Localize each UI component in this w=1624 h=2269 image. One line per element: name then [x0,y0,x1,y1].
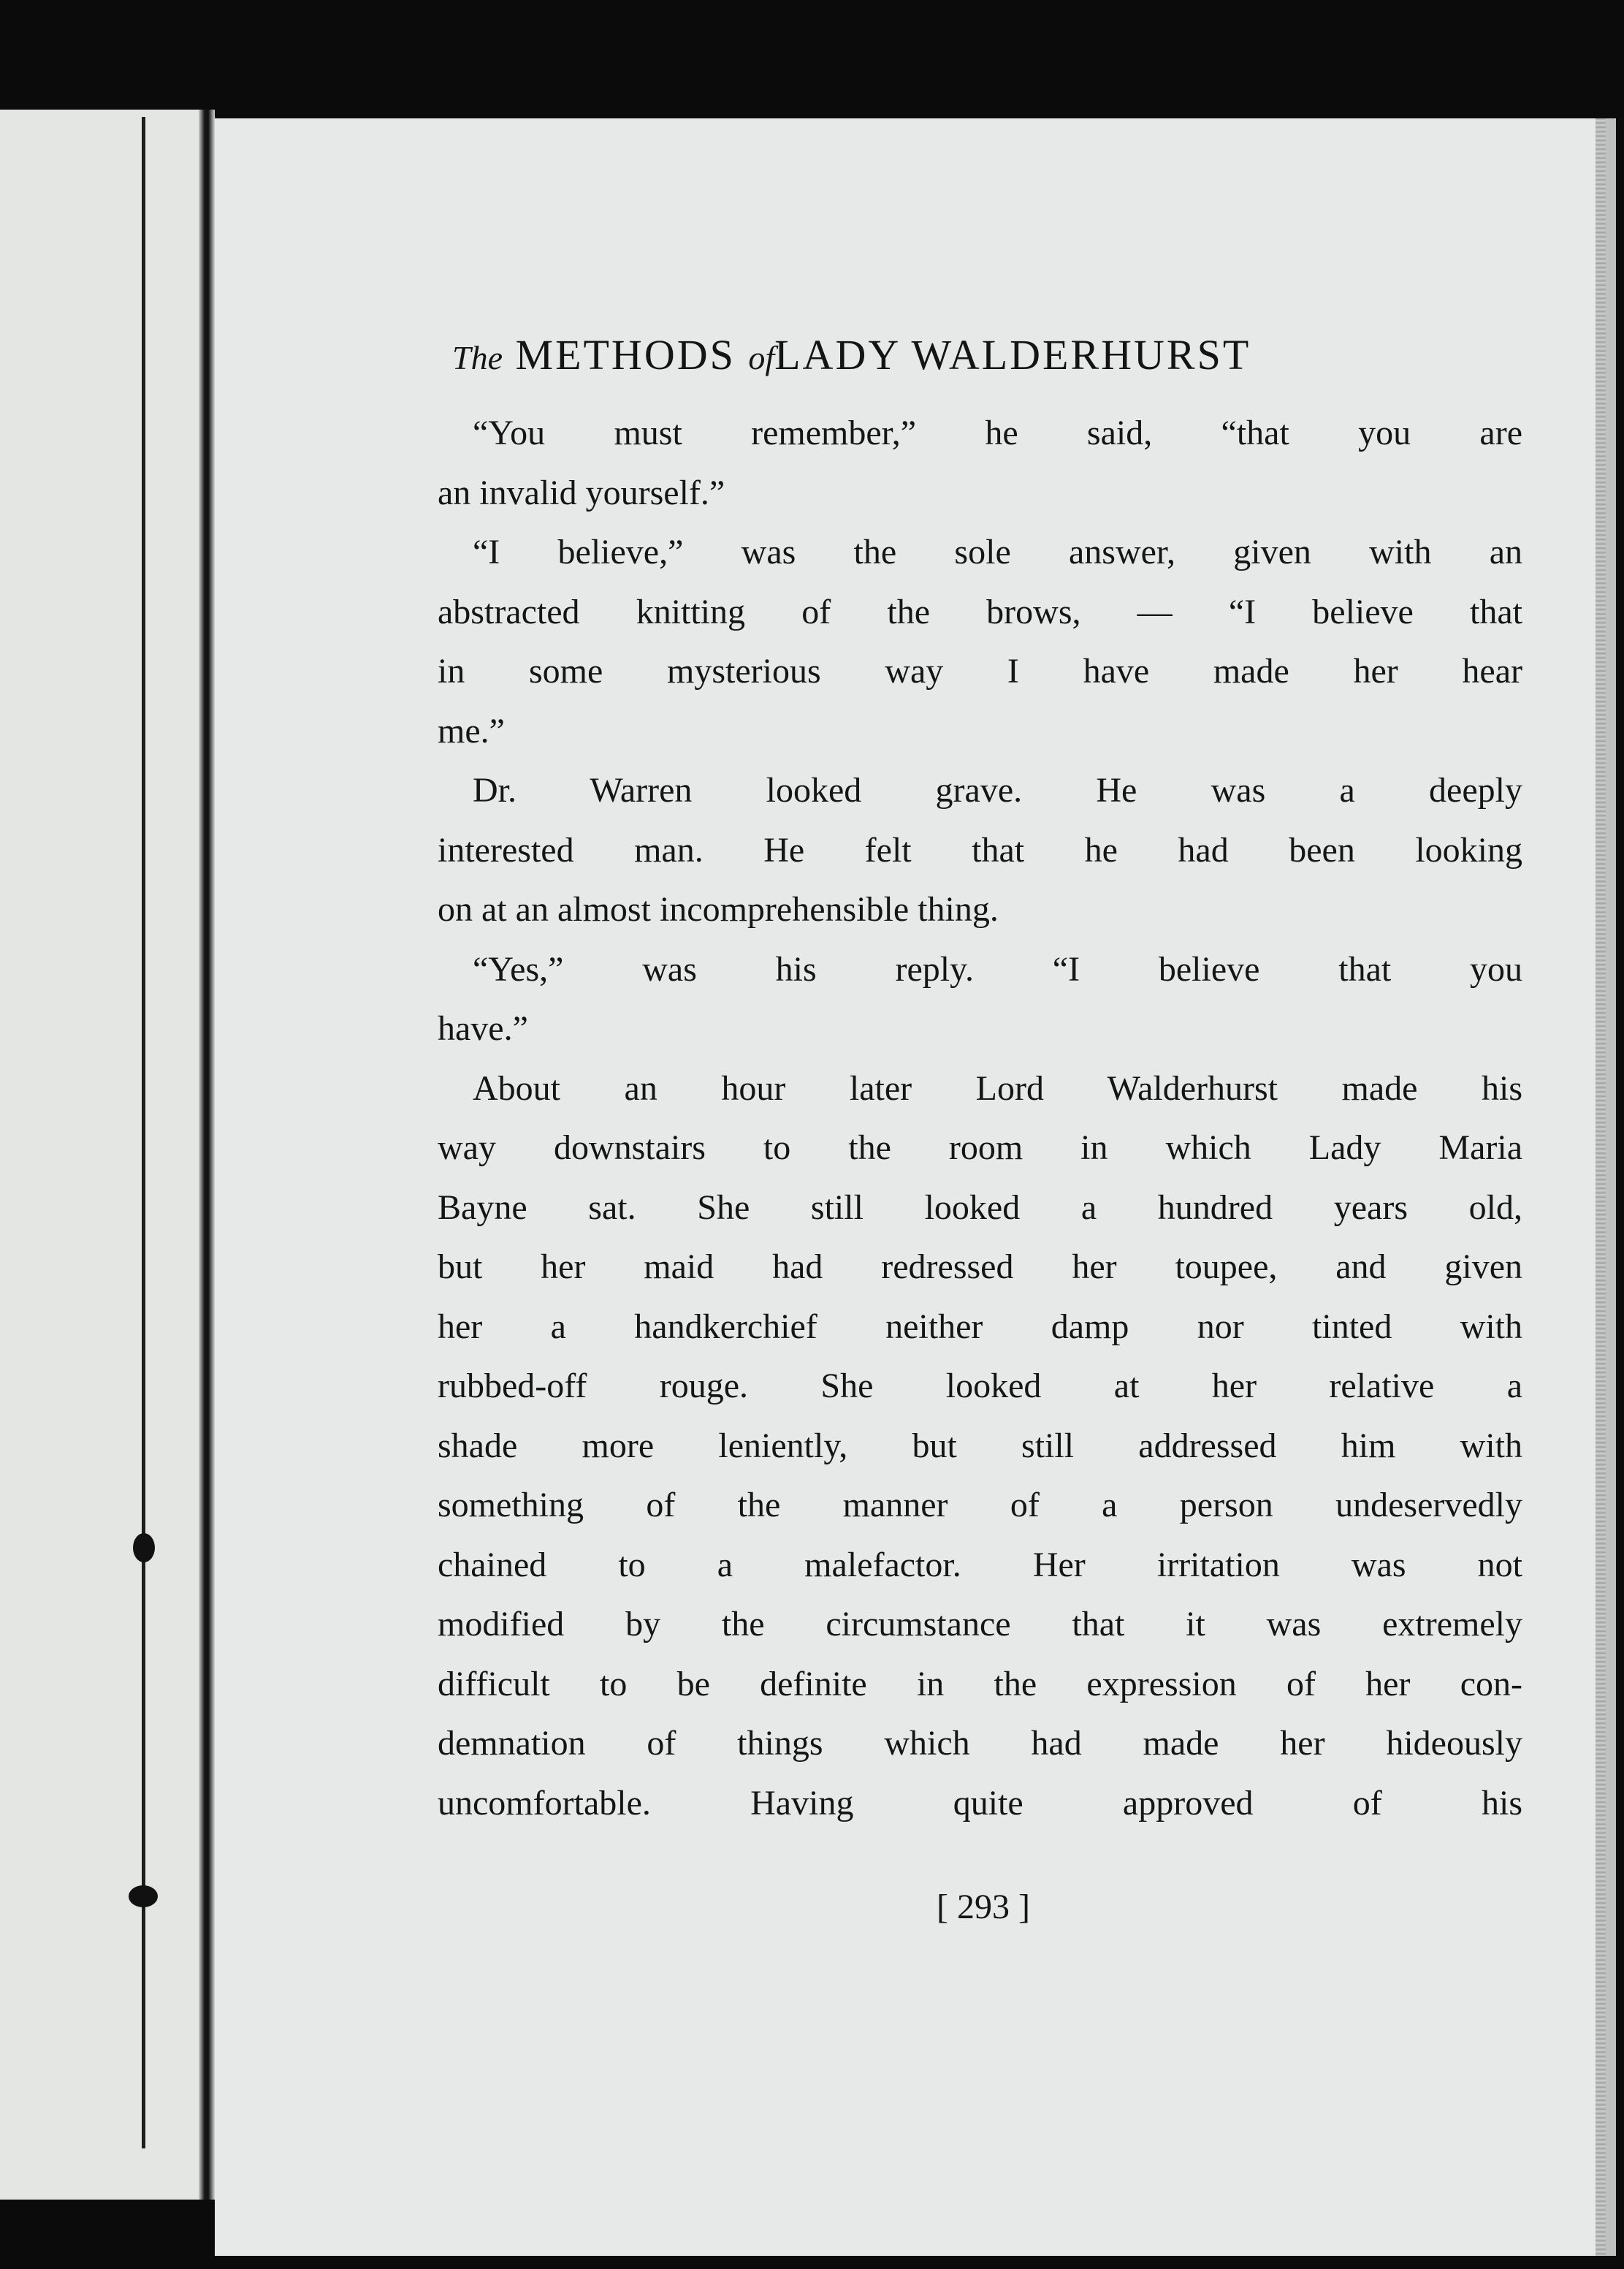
text-line: “You must remember,” he said, “that you are [473,414,1522,452]
text-line: Bayne sat. She still looked a hundred years old, [438,1187,1522,1227]
text-line: modified by the circumstance that it was extremely [438,1605,1522,1643]
text-line: Dr. Warren looked grave. He was a deeply [473,771,1522,810]
binding-knot [133,1533,155,1562]
text-line: About an hour later Lord Walderhurst made his [473,1068,1522,1108]
text-line: abstracted knitting of the brows, — “I believe that [438,592,1522,631]
facing-page-edge [0,110,199,2200]
page-number: [ 293 ] [937,1888,1030,1926]
text-line: shade more leniently, but still addressed him with [438,1426,1522,1465]
text-line: interested man. He felt that he had been looking [438,830,1522,870]
text-line: on at an almost incomprehensible thing. [438,890,999,929]
body-text [438,403,1522,1833]
running-head-the: The [452,339,503,376]
text-line: something of the manner of a person undeservedly [438,1486,1522,1524]
page-stack-edge [1596,118,1606,2256]
text-line: way downstairs to the room in which Lady Maria [438,1128,1522,1167]
text-line: me.” [438,711,505,750]
text-line: rubbed-off rouge. She looked at her relative a [438,1367,1522,1405]
running-head [452,330,1548,379]
running-head-methods: METHODS [515,331,736,379]
binding-thread [142,117,145,2148]
text-line: “I believe,” was the sole answer, given with an [473,533,1522,571]
text-line: uncomfortable. Having quite approved of his [438,1783,1522,1823]
running-head-title: LADY WALDERHURST [774,331,1251,379]
text-line: have.” [438,1009,528,1048]
book-page [215,118,1616,2256]
text-line: an invalid yourself.” [438,473,725,512]
text-line: but her maid had redressed her toupee, and given [438,1247,1522,1286]
binding-gutter [199,110,215,2200]
text-line: in some mysterious way I have made her hear [438,652,1522,691]
text-line: chained to a malefactor. Her irritation was not [438,1545,1522,1584]
text-line: difficult to be definite in the expression of her con- [438,1664,1522,1703]
text-line: her a handkerchief neither damp nor tinted with [438,1307,1522,1346]
binding-knot [129,1885,158,1907]
text-line: demnation of things which had made her hideously [438,1724,1522,1763]
text-line: “Yes,” was his reply. “I believe that you [473,949,1522,989]
running-head-of: of [748,339,775,376]
